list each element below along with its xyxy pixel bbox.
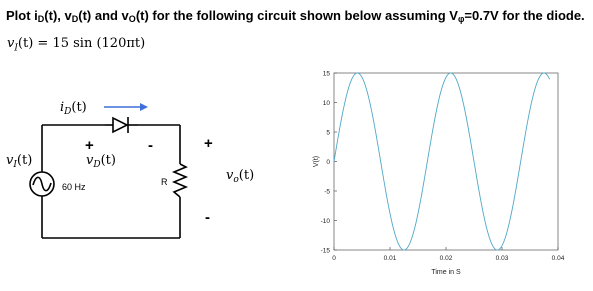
y-tick-label: 15 [322, 70, 330, 78]
y-tick-label: 0 [326, 159, 330, 166]
label-vI: vI(t) [6, 153, 33, 170]
plot-frame [334, 73, 558, 250]
x-tick-label: 0.02 [439, 255, 453, 262]
label-resistor: R [161, 177, 168, 187]
y-tick-label: 5 [326, 129, 330, 137]
x-tick-label: 0 [332, 255, 336, 262]
problem-title: Plot $i_D(t)$, $v_D(t)$ and $v_O(t)$ for the following circuit shown below assuming $V_\varphi=0.7V$ for the diode. [6, 8, 585, 24]
x-tick-label: 0.04 [551, 255, 565, 262]
y-tick-label: -10 [320, 218, 330, 225]
output-plus-sign: + [204, 135, 213, 152]
y-ticks [321, 71, 337, 255]
label-iD: iD(t) [60, 100, 87, 117]
x-ticks [332, 247, 565, 262]
diode-icon [113, 118, 127, 132]
diode-minus-sign: - [148, 137, 153, 154]
y-tick-label: 10 [322, 100, 330, 107]
x-axis-label: Time in S [431, 269, 461, 276]
resistor-icon [174, 164, 186, 197]
current-arrow-icon [104, 103, 148, 111]
output-minus-sign: - [205, 209, 210, 226]
y-tick-label: -5 [324, 188, 330, 196]
label-frequency: 60 Hz [62, 182, 86, 192]
y-tick-label: -15 [320, 247, 330, 255]
input-equation: $v_I(t) = 15$ sin (120πt) [7, 36, 146, 54]
y-axis-label: V(t) [313, 155, 320, 168]
sine-symbol-icon [33, 177, 51, 190]
series-line-vt [334, 73, 550, 250]
label-vo: vo(t) [226, 168, 255, 185]
diode-plus-sign: + [85, 137, 94, 154]
label-vD: vD(t) [86, 153, 116, 170]
x-tick-label: 0.03 [495, 255, 509, 262]
x-tick-label: 0.01 [383, 255, 397, 262]
voltage-plot [313, 71, 565, 277]
